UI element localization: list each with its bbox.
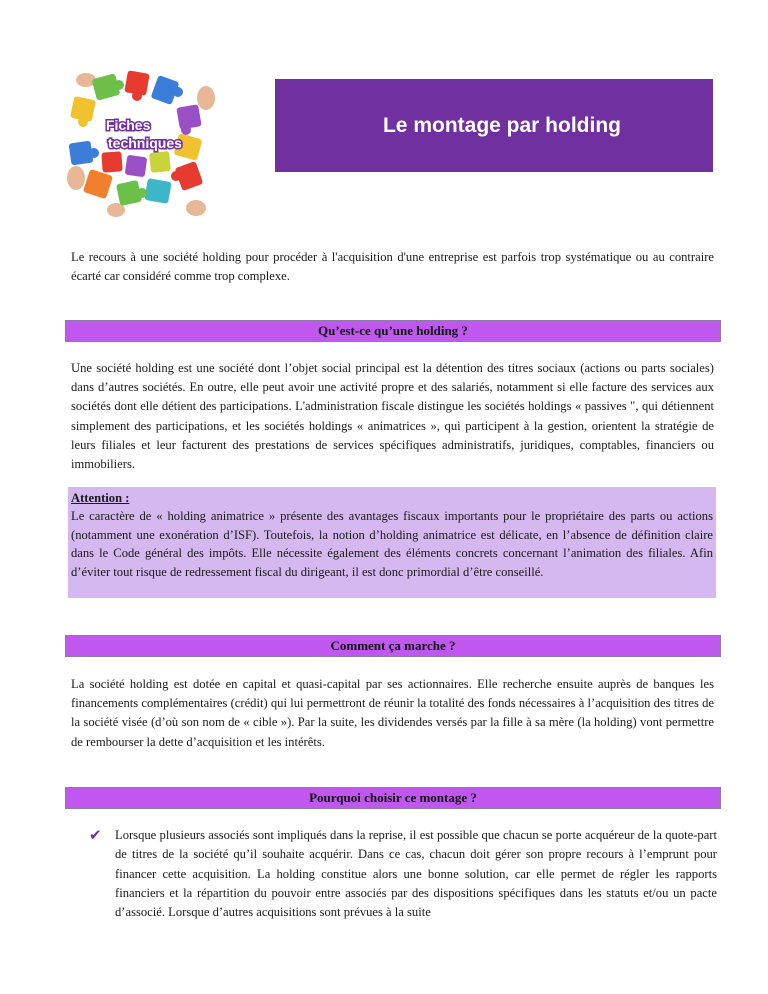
page-title-banner [275, 79, 713, 172]
page-title: Le montage par holding [382, 113, 621, 137]
puzzle-logo-graphic [66, 68, 216, 218]
section-heading-why-choose: Pourquoi choisir ce montage ? [65, 787, 721, 809]
attention-body: Le caractère de « holding animatrice » présente des avantages fiscaux importants pour le propriétaire des parts ou actions (notamment une exonération d’ISF). Toutefois, la notion d’holding animatrice est délicate, en l’absence de définition claire dans le Code général des impôts. Elle nécessite également des éléments concrets concernant l’animation des filiales. Afin d’éviter tout risque de redressement fiscal du dirigeant, il est donc primordial d’être conseillé. [71, 509, 713, 579]
fiches-techniques-logo [66, 68, 216, 218]
why-choose-list [85, 826, 717, 922]
check-icon: ✔ [89, 826, 102, 844]
section-heading-what-is-holding: Qu’est-ce qu’une holding ? [65, 320, 721, 342]
list-item [85, 826, 717, 922]
section-body-what-is-holding: Une société holding est une société dont l’objet social principal est la détention des titres sociaux (actions ou parts sociales) dans d’autres sociétés. En outre, elle peut avoir une activité propre et des salariés, notamment si elle facture des services aux sociétés dont elle détient des participations. L'administration fiscale distingue les sociétés holdings « passives ", qui détiennent simplement des participations, et les sociétés holdings « animatrices », qui participent à la gestion, orientent la stratégie de leurs filiales et leur facturent des prestations de services spécifiques administratifs, juridiques, comptables, financiers ou immobiliers. [71, 361, 714, 472]
intro-paragraph: Le recours à une société holding pour procéder à l'acquisition d'une entreprise est parfois trop systématique ou au contraire écarté car considéré comme trop complexe. [71, 250, 714, 284]
attention-title: Attention : [71, 491, 130, 505]
list-item-text: Lorsque plusieurs associés sont impliqués dans la reprise, il est possible que chacun se porte acquéreur de la quote-part de titres de la société qu’il souhaite acquérir. Dans ce cas, chacun doit gérer son propre recours à l’emprunt pour financer cette acquisition. La holding constitue alors une bonne solution, car elle permet de régler les rapports financiers et la répartition du pouvoir entre associés par des dispositions spécifiques dans les statuts et/ou un pacte d’associé. Lorsque d’autres acquisitions sont prévues à la suite [115, 828, 717, 920]
section-body-how-it-works: La société holding est dotée en capital et quasi-capital par ses actionnaires. Elle recherche ensuite auprès de banques les financements complémentaires (crédit) qui lui permettront de réunir la totalité des fonds nécessaires à l’acquisition des titres de la société visée (d’où son nom de « cible »). Par la suite, les dividendes versés par la fille à sa mère (la holding) vont permettre de rembourser la dette d’acquisition et les intérêts. [71, 677, 714, 749]
section-heading-how-it-works: Comment ça marche ? [65, 635, 721, 657]
attention-box [68, 487, 716, 598]
logo-text-line1: Fiches [106, 117, 151, 133]
logo-text-line2: techniques [108, 135, 182, 151]
